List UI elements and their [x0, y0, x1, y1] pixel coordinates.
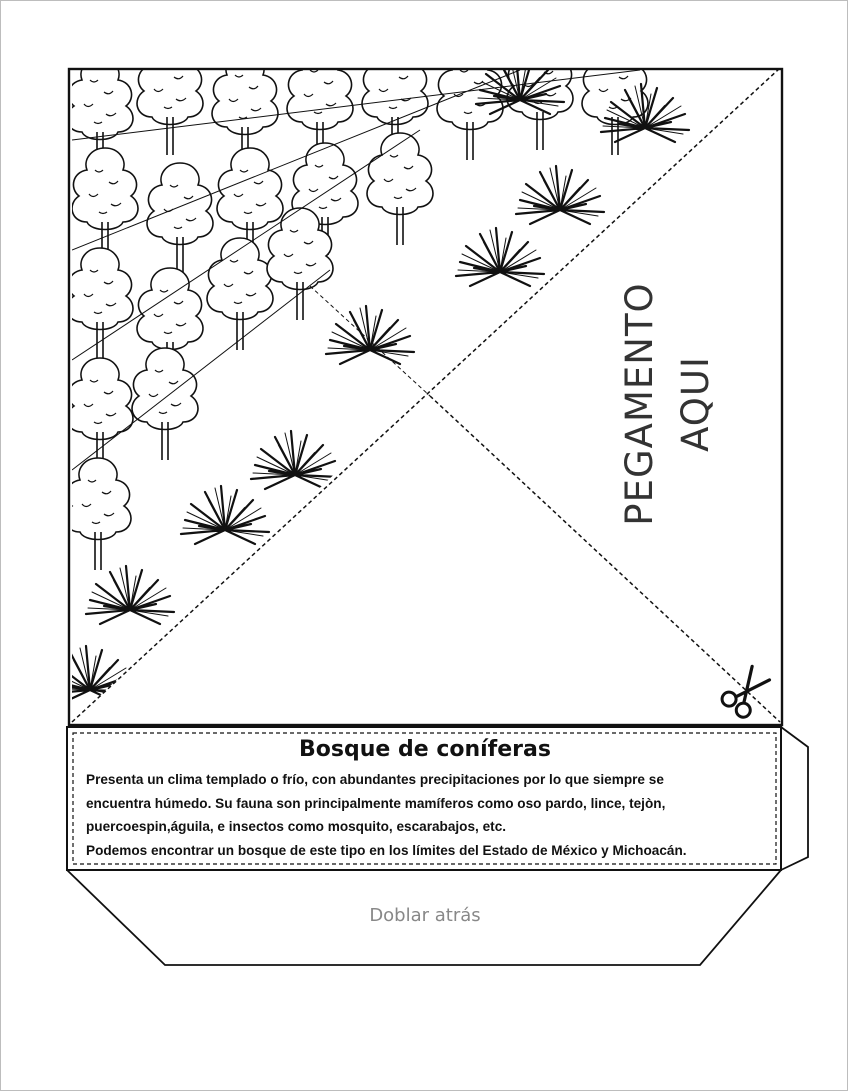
description-line: Podemos encontrar un bosque de este tipo en los límites del Estado de México y Michoacán. [86, 842, 687, 858]
card-description [86, 768, 776, 862]
glue-label-line2: AQUI [674, 356, 717, 452]
fold-back-label: Doblar atrás [369, 905, 481, 926]
description-line: encuentra húmedo. Su fauna son principalmente mamíferos como oso pardo, lince, tejòn, [86, 795, 666, 811]
scissors-icon [719, 663, 773, 720]
description-line: puercoespin,águila, e insectos como mosquito, escarabajos, etc. [86, 819, 507, 834]
description-line: Presenta un clima templado o frío, con abundantes precipitaciones por lo que siempre se [86, 772, 664, 787]
glue-label-line1: PEGAMENTO [618, 282, 661, 526]
card-title: Bosque de coníferas [299, 737, 551, 762]
glue-here-label [612, 282, 724, 525]
